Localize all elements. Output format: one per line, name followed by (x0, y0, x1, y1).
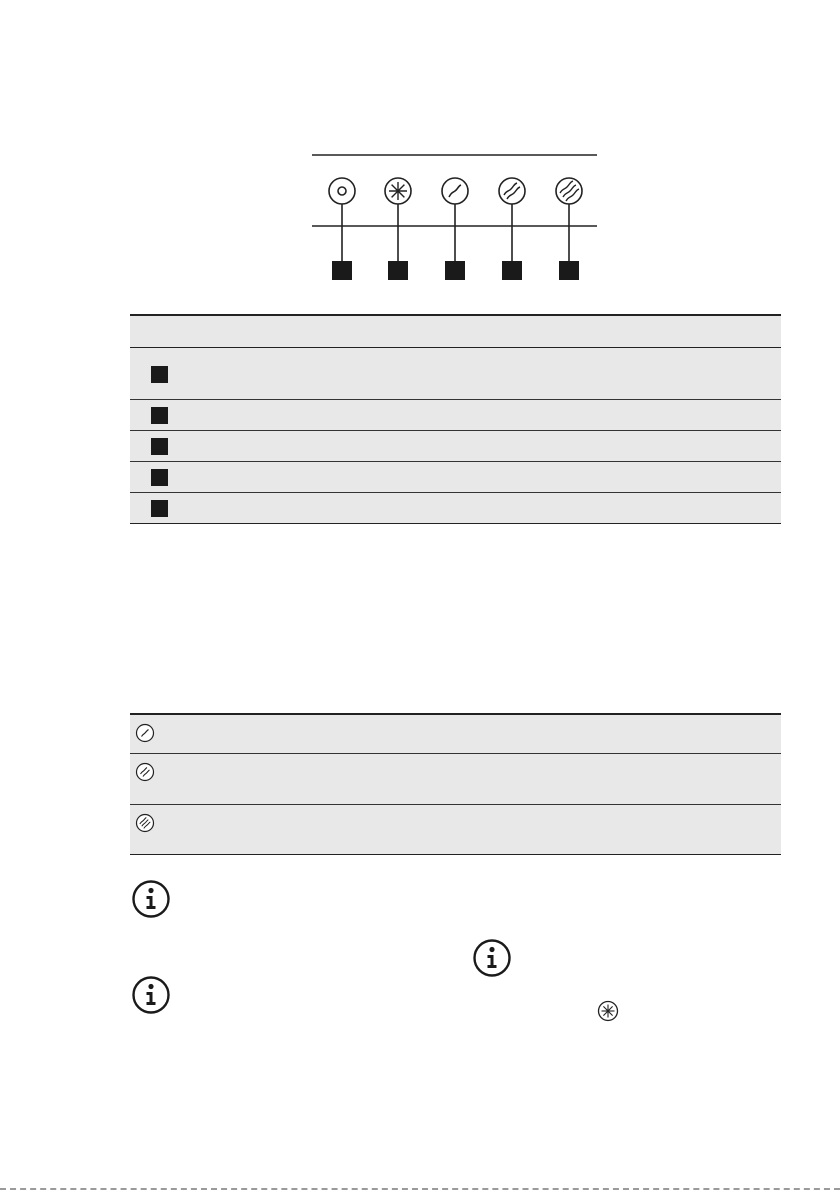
callout-square (151, 469, 168, 486)
callout-square (151, 407, 168, 424)
legend-row (130, 348, 781, 400)
info-icon (131, 879, 171, 919)
settings-diagram (300, 140, 610, 290)
fan-icon (385, 178, 411, 204)
heat-row (130, 754, 781, 805)
callout-square (151, 366, 168, 383)
callout-square (151, 500, 168, 517)
heat-level-3-icon (135, 813, 155, 833)
heat-level-1-icon (135, 723, 155, 743)
heat-level-table (130, 713, 781, 855)
heat-level-2-icon (135, 762, 155, 782)
callout-1 (332, 261, 352, 280)
callout-2 (388, 261, 408, 280)
callout-4 (502, 261, 522, 280)
info-icon (131, 975, 171, 1015)
legend-row (130, 400, 781, 431)
off-icon (329, 178, 355, 204)
legend-row (130, 493, 781, 524)
callout-5 (559, 261, 579, 280)
legend-table-header (130, 314, 781, 348)
legend-row (130, 431, 781, 462)
callout-square (151, 438, 168, 455)
heat-level-2-icon (499, 178, 525, 204)
heat-row (130, 805, 781, 855)
fan-icon (597, 1000, 619, 1027)
heat-row (130, 715, 781, 754)
heat-level-1-icon (442, 178, 468, 204)
legend-table (130, 314, 781, 524)
callout-3 (445, 261, 465, 280)
info-icon (472, 938, 512, 978)
heat-level-3-icon (556, 178, 582, 204)
legend-row (130, 462, 781, 493)
page-bottom-rule (0, 1188, 840, 1190)
